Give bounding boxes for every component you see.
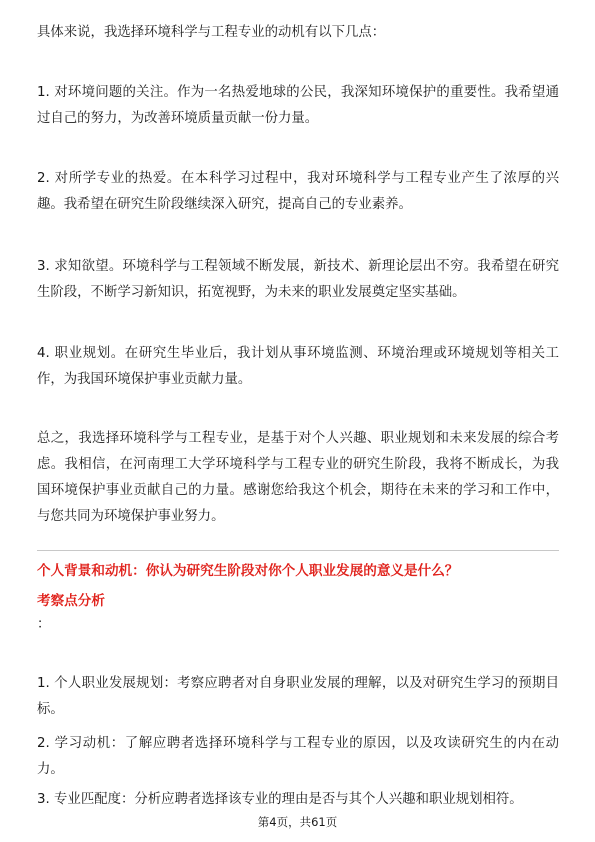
motivation-point-2: 2. 对所学专业的热爱。在本科学习过程中，我对环境科学与工程专业产生了浓厚的兴趣。我希望在研究生阶段继续深入研究，提高自己的专业素养。 xyxy=(37,171,559,212)
analysis-item-2: 2. 学习动机：了解应聘者选择环境科学与工程专业的原因，以及攻读研究生的内在动力。 xyxy=(37,736,559,777)
page-number: 第4页，共61页 xyxy=(257,815,338,829)
intro-paragraph: 具体来说，我选择环境科学与工程专业的动机有以下几点： xyxy=(37,25,386,40)
analysis-item-1: 1. 个人职业发展规划：考察应聘者对自身职业发展的理解，以及对研究生学习的预期目标。 xyxy=(37,676,559,717)
motivation-point-4: 4. 职业规划。在研究生毕业后，我计划从事环境监测、环境治理或环境规划等相关工作，为我国环境保护事业贡献力量。 xyxy=(37,346,559,387)
conclusion-paragraph: 总之，我选择环境科学与工程专业，是基于对个人兴趣、职业规划和未来发展的综合考虑。我相信，在河南理工大学环境科学与工程专业的研究生阶段，我将不断成长，为我国环境保护事业贡献自己的力量。感谢您给我这个机会，期待在未来的学习和工作中，与您共同为环境保护事业努力。 xyxy=(37,431,559,524)
analysis-item-3: 3. 专业匹配度：分析应聘者选择该专业的理由是否与其个人兴趣和职业规划相符。 xyxy=(37,792,523,807)
question-title: 个人背景和动机：你认为研究生阶段对你个人职业发展的意义是什么？ xyxy=(37,563,459,579)
analysis-heading: 考察点分析 xyxy=(37,593,105,609)
section-divider xyxy=(37,550,559,551)
motivation-point-1: 1. 对环境问题的关注。作为一名热爱地球的公民，我深知环境保护的重要性。我希望通过自己的努力，为改善环境质量贡献一份力量。 xyxy=(37,85,559,126)
analysis-colon: ： xyxy=(37,617,51,632)
motivation-point-3: 3. 求知欲望。环境科学与工程领域不断发展，新技术、新理论层出不穷。我希望在研究生阶段，不断学习新知识，拓宽视野，为未来的职业发展奠定坚实基础。 xyxy=(37,259,559,300)
